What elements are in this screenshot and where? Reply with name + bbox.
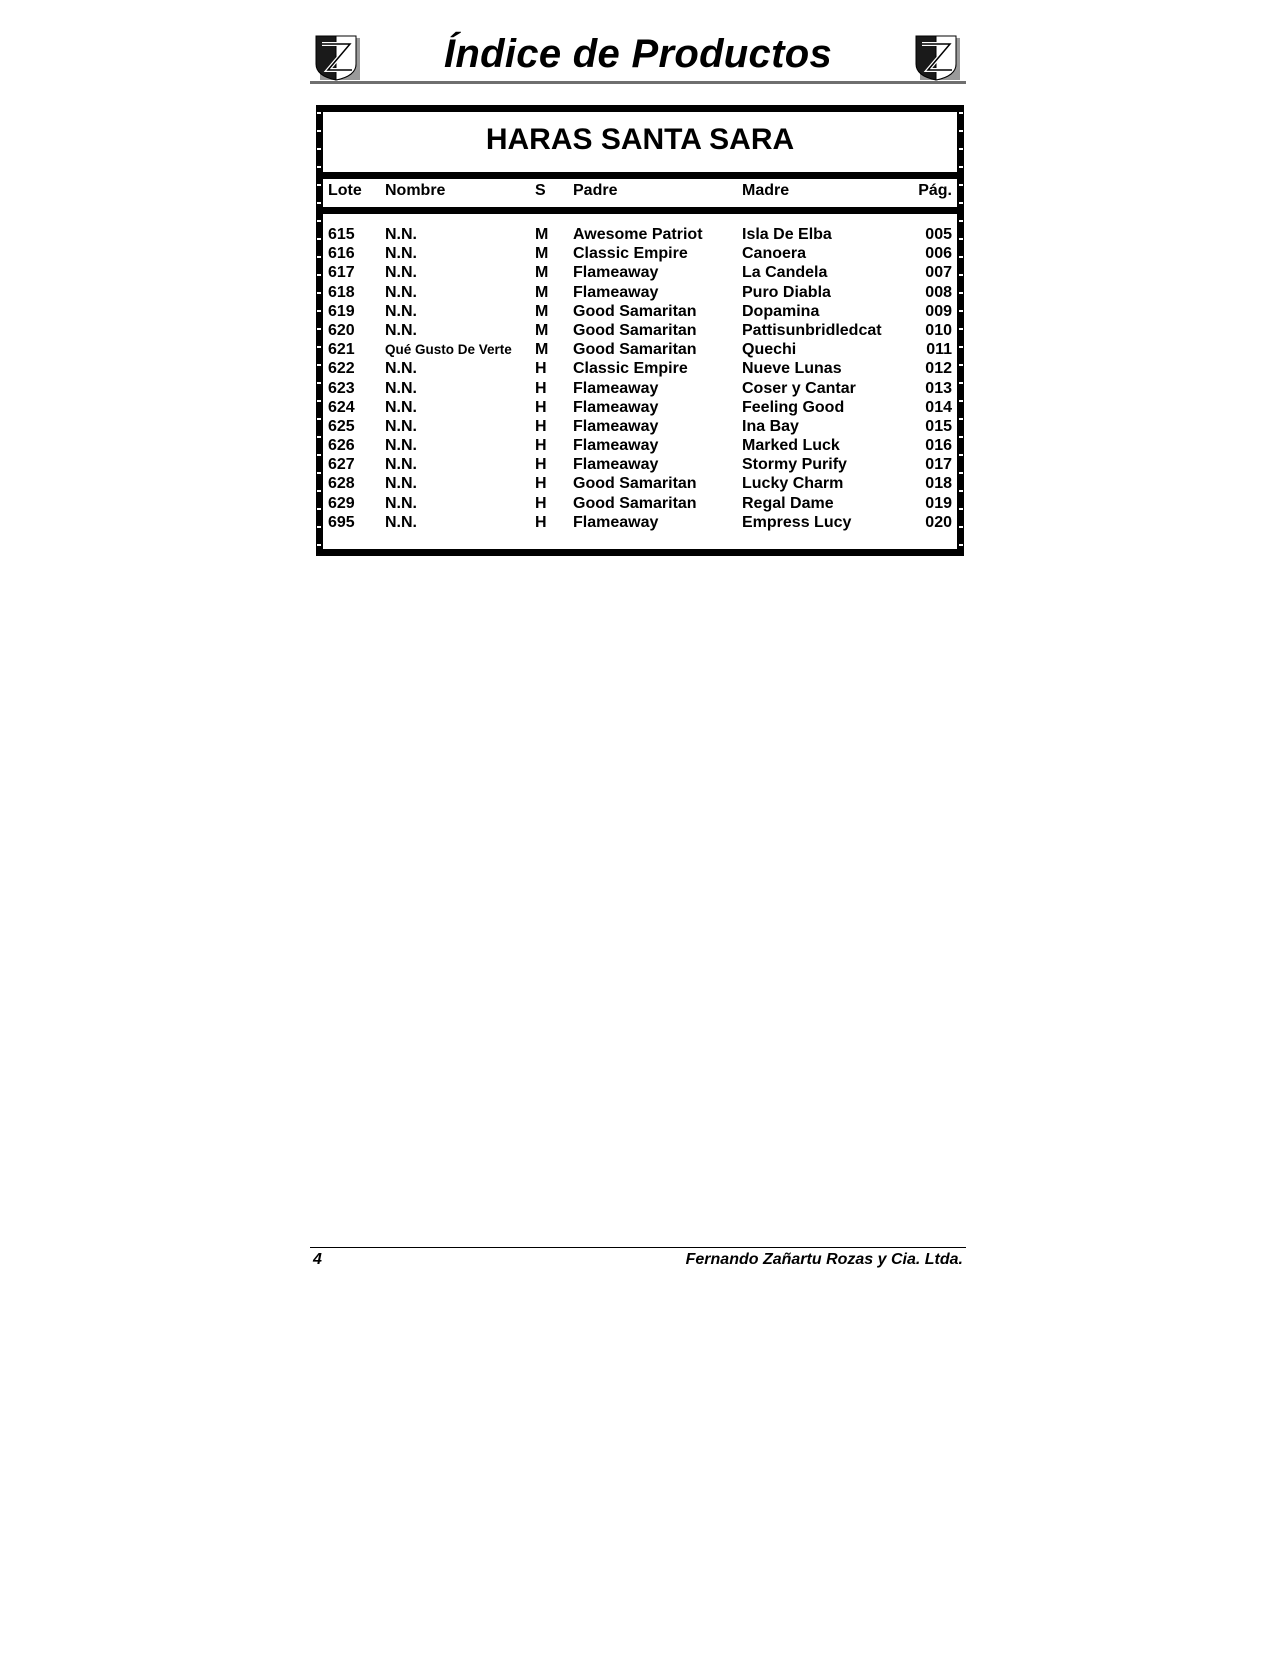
page-header: [310, 30, 966, 84]
cell-madre: Nueve Lunas: [742, 360, 842, 378]
cell-lote: 623: [328, 379, 355, 397]
cell-pagina: 014: [925, 398, 952, 416]
cell-sexo: M: [535, 226, 549, 243]
section-title: HARAS SANTA SARA: [485, 123, 795, 156]
cell-nombre: N.N.: [385, 513, 417, 531]
cell-padre: Good Samaritan: [573, 302, 697, 320]
cell-sexo: H: [535, 417, 547, 435]
cell-nombre: N.N.: [385, 264, 417, 282]
divider: [316, 207, 964, 214]
cell-sexo: H: [535, 379, 547, 397]
cell-lote: 627: [328, 456, 355, 474]
cell-lote: 622: [328, 360, 355, 378]
footer-rule: [310, 1247, 966, 1248]
cell-madre: Marked Luck: [742, 437, 840, 455]
table-row: [323, 321, 957, 340]
cell-padre: Awesome Patriot: [573, 226, 703, 243]
column-header-lote: Lote: [328, 182, 362, 199]
cell-pagina: 006: [925, 245, 952, 263]
cell-lote: 615: [328, 226, 355, 243]
cell-padre: Flameaway: [573, 283, 659, 301]
cell-pagina: 020: [925, 513, 952, 531]
product-index-box: [316, 105, 964, 556]
cell-lote: 625: [328, 417, 355, 435]
index-rows: [323, 225, 957, 532]
cell-pagina: 013: [925, 379, 952, 397]
cell-padre: Good Samaritan: [573, 475, 697, 493]
column-header-sexo: S: [535, 182, 546, 199]
table-row: [323, 398, 957, 417]
company-name: Fernando Zañartu Rozas y Cia. Ltda.: [685, 1251, 963, 1268]
cell-nombre: N.N.: [385, 302, 417, 320]
cell-madre: Pattisunbridledcat: [742, 321, 882, 339]
divider: [316, 172, 964, 179]
table-row: [323, 417, 957, 436]
cell-pagina: 017: [925, 456, 952, 474]
cell-nombre: N.N.: [385, 379, 417, 397]
table-row: [323, 244, 957, 263]
cell-sexo: H: [535, 437, 547, 455]
page-number: 4: [313, 1251, 322, 1268]
cell-lote: 616: [328, 245, 355, 263]
table-row: [323, 455, 957, 474]
table-row: [323, 340, 957, 359]
cell-lote: 617: [328, 264, 355, 282]
cell-lote: 628: [328, 475, 355, 493]
cell-pagina: 008: [925, 283, 952, 301]
cell-madre: Coser y Cantar: [742, 379, 856, 397]
cell-pagina: 019: [925, 494, 952, 512]
cell-nombre: N.N.: [385, 417, 417, 435]
table-row: [323, 359, 957, 378]
cell-pagina: 011: [926, 341, 952, 359]
cell-pagina: 010: [925, 321, 952, 339]
cell-pagina: 007: [925, 264, 952, 282]
page-title: Índice de Productos: [444, 32, 832, 76]
cell-madre: Quechi: [742, 341, 797, 359]
cell-pagina: 018: [925, 475, 952, 493]
table-row: [323, 494, 957, 513]
cell-sexo: M: [535, 321, 549, 339]
cell-lote: 629: [328, 494, 355, 512]
cell-madre: Lucky Charm: [742, 475, 844, 493]
cell-nombre: N.N.: [385, 226, 417, 243]
cell-sexo: H: [535, 475, 547, 493]
column-header-pagina: Pág.: [918, 182, 952, 199]
cell-madre: La Candela: [742, 264, 828, 282]
table-row: [323, 436, 957, 455]
cell-padre: Flameaway: [573, 264, 659, 282]
table-row: [323, 283, 957, 302]
cell-padre: Flameaway: [573, 417, 659, 435]
cell-padre: Flameaway: [573, 513, 659, 531]
cell-lote: 626: [328, 437, 355, 455]
cell-pagina: 012: [925, 360, 952, 378]
cell-padre: Good Samaritan: [573, 341, 697, 359]
cell-sexo: M: [535, 245, 549, 263]
table-row: [323, 379, 957, 398]
cell-lote: 618: [328, 283, 355, 301]
cell-nombre: N.N.: [385, 437, 417, 455]
cell-sexo: H: [535, 494, 547, 512]
column-header-nombre: Nombre: [385, 182, 446, 199]
cell-madre: Canoera: [742, 245, 807, 263]
cell-nombre: N.N.: [385, 494, 417, 512]
cell-padre: Good Samaritan: [573, 321, 697, 339]
cell-nombre: N.N.: [385, 283, 417, 301]
cell-madre: Stormy Purify: [742, 456, 847, 474]
column-header-padre: Padre: [573, 182, 618, 199]
cell-padre: Flameaway: [573, 379, 659, 397]
shield-logo-icon: [914, 34, 962, 82]
cell-nombre: Qué Gusto De Verte: [385, 342, 512, 358]
table-row: [323, 474, 957, 493]
cell-madre: Dopamina: [742, 302, 820, 320]
cell-nombre: N.N.: [385, 321, 417, 339]
header-rule: [310, 81, 966, 84]
cell-lote: 620: [328, 321, 355, 339]
cell-lote: 621: [328, 341, 355, 359]
cell-pagina: 009: [925, 302, 952, 320]
cell-nombre: N.N.: [385, 360, 417, 378]
cell-madre: Isla De Elba: [742, 226, 832, 243]
cell-madre: Feeling Good: [742, 398, 845, 416]
cell-padre: Good Samaritan: [573, 494, 697, 512]
cell-sexo: M: [535, 302, 549, 320]
column-header-madre: Madre: [742, 182, 790, 199]
cell-madre: Empress Lucy: [742, 513, 852, 531]
cell-padre: Classic Empire: [573, 360, 688, 378]
cell-sexo: M: [535, 264, 549, 282]
cell-padre: Flameaway: [573, 398, 659, 416]
cell-sexo: M: [535, 341, 549, 359]
cell-pagina: 005: [925, 226, 952, 243]
cell-nombre: N.N.: [385, 475, 417, 493]
table-row: [323, 302, 957, 321]
cell-nombre: N.N.: [385, 245, 417, 263]
cell-lote: 619: [328, 302, 355, 320]
cell-pagina: 016: [925, 437, 952, 455]
cell-nombre: N.N.: [385, 456, 417, 474]
cell-madre: Puro Diabla: [742, 283, 831, 301]
table-row: [323, 225, 957, 244]
cell-sexo: H: [535, 456, 547, 474]
cell-madre: Regal Dame: [742, 494, 834, 512]
table-row: [323, 513, 957, 532]
cell-pagina: 015: [925, 417, 952, 435]
cell-sexo: M: [535, 283, 549, 301]
cell-madre: Ina Bay: [742, 417, 799, 435]
cell-sexo: H: [535, 513, 547, 531]
cell-padre: Classic Empire: [573, 245, 688, 263]
table-row: [323, 263, 957, 282]
cell-sexo: H: [535, 398, 547, 416]
cell-padre: Flameaway: [573, 437, 659, 455]
cell-nombre: N.N.: [385, 398, 417, 416]
cell-lote: 624: [328, 398, 355, 416]
cell-lote: 695: [328, 513, 355, 531]
cell-sexo: H: [535, 360, 547, 378]
cell-padre: Flameaway: [573, 456, 659, 474]
